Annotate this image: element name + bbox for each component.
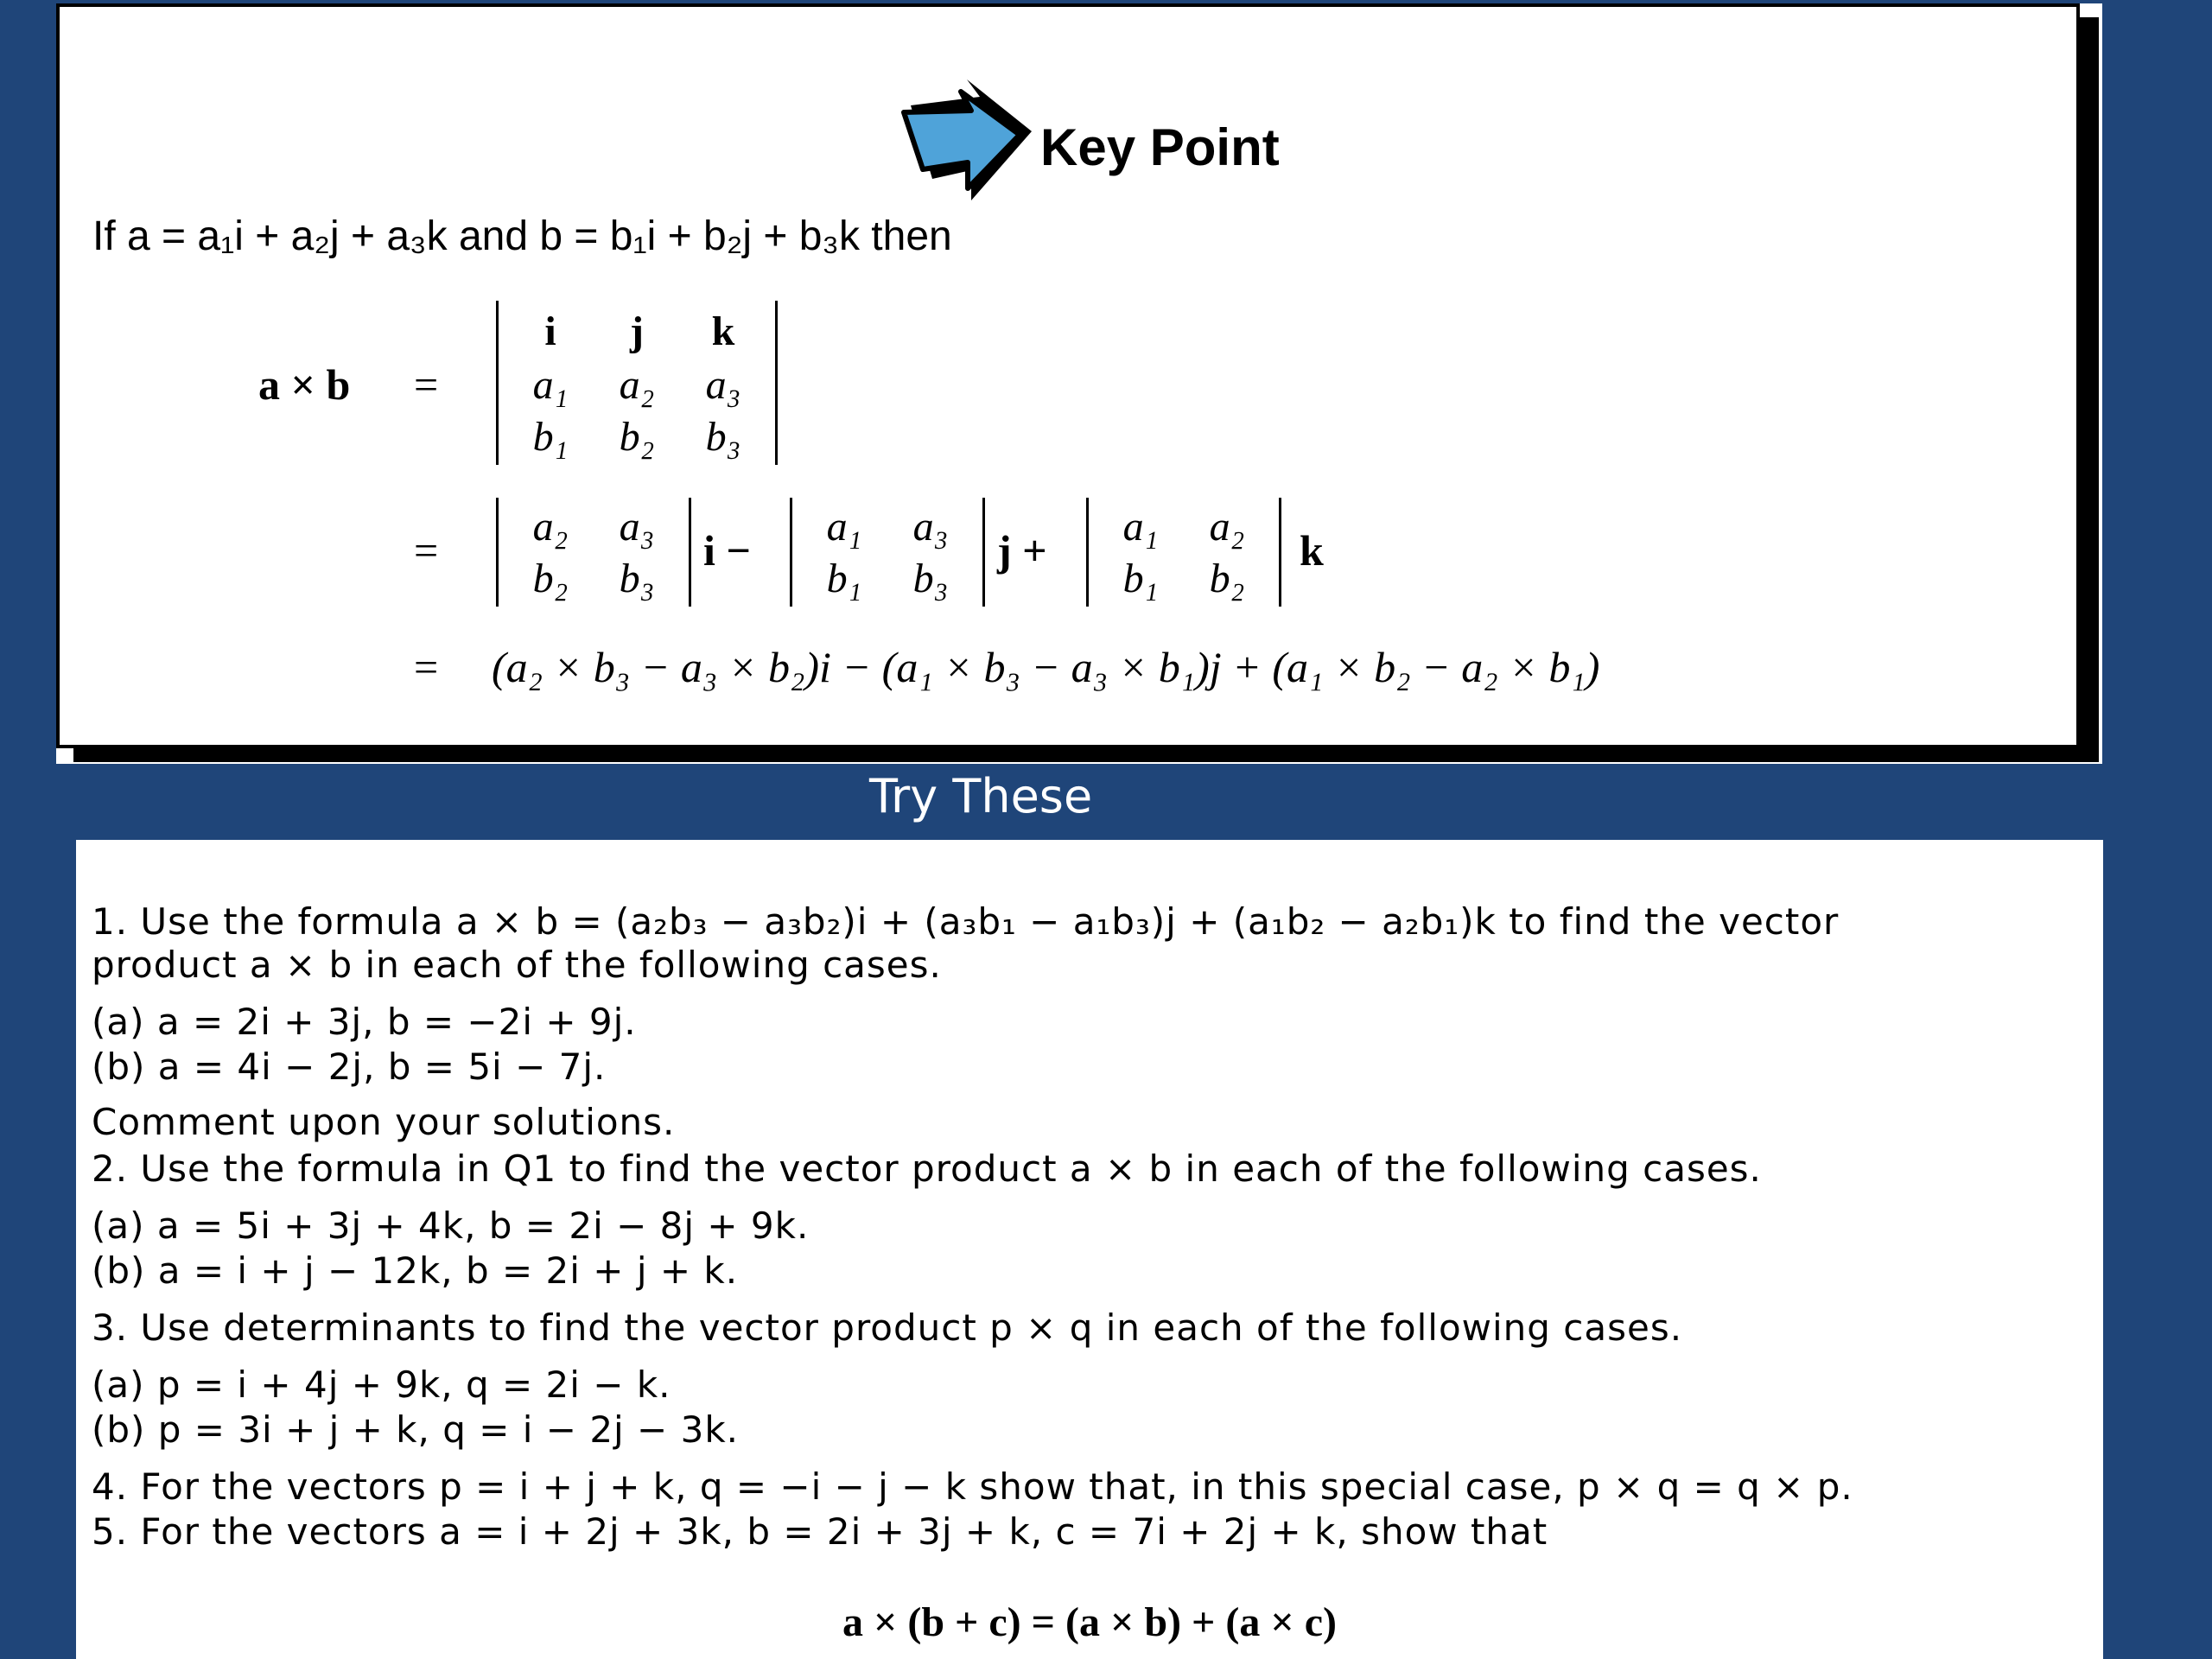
det-cell: a₃ (705, 362, 741, 408)
det-cell: b₂ (532, 556, 569, 601)
det-cell: a₁ (1122, 504, 1159, 550)
term-k: k (1300, 526, 1324, 575)
det-cell: i (544, 308, 556, 354)
det-cell: b₂ (619, 414, 655, 460)
determinant-k (1086, 498, 1281, 607)
exercise-line: Comment upon your solutions. (92, 1101, 676, 1143)
det-cell: b₃ (705, 414, 741, 460)
det-cell: a₁ (826, 504, 862, 550)
exercise-line: 5. For the vectors a = i + 2j + 3k, b = 2i + 3j + k, c = 7i + 2j + k, show that (92, 1510, 1548, 1553)
exercise-line: 3. Use determinants to find the vector product p × q in each of the following cases. (92, 1306, 1683, 1349)
det-cell: a₂ (1209, 504, 1245, 550)
det-cell: j (630, 308, 644, 354)
exercises-panel (76, 840, 2103, 1659)
equals-sign: = (414, 526, 439, 575)
determinant-i (496, 498, 691, 607)
exercise-line: (b) a = i + j − 12k, b = 2i + j + k. (92, 1249, 739, 1292)
equals-sign: = (414, 360, 439, 409)
determinant-j (790, 498, 985, 607)
det-cell: b₁ (826, 556, 862, 601)
det-cell: b₁ (532, 414, 569, 460)
det-cell: a₂ (619, 362, 655, 408)
box-shadow-right (2080, 17, 2099, 752)
exercise-line: (a) p = i + 4j + 9k, q = 2i − k. (92, 1363, 671, 1406)
det-cell: a₃ (912, 504, 949, 550)
det-cell: b₁ (1122, 556, 1159, 601)
key-point-title: Key Point (1040, 118, 1280, 176)
final-equation: a × (b + c) = (a × b) + (a × c) (842, 1599, 1337, 1645)
exercise-line: 1. Use the formula a × b = (a₂b₃ − a₃b₂)i + (a₃b₁ − a₁b₃)j + (a₁b₂ − a₂b₁)k to find the vector (92, 900, 1840, 943)
det-cell: k (711, 308, 735, 354)
key-point-intro: If a = a₁i + a₂j + a₃k and b = b₁i + b₂j + b₃k then (92, 213, 952, 259)
det-cell: b₃ (619, 556, 655, 601)
cross-product-lhs: a × b (258, 360, 351, 409)
exercise-line: (a) a = 2i + 3j, b = −2i + 9j. (92, 1001, 637, 1043)
det-cell: a₂ (532, 504, 569, 550)
exercise-line: (b) a = 4i − 2j, b = 5i − 7j. (92, 1046, 607, 1088)
exercise-line: 2. Use the formula in Q1 to find the vector product a × b in each of the following cases. (92, 1147, 1762, 1190)
equals-sign: = (414, 643, 439, 691)
term-j-plus: j + (997, 526, 1047, 575)
det-cell: a₁ (532, 362, 569, 408)
exercise-line: (b) p = 3i + j + k, q = i − 2j − 3k. (92, 1408, 739, 1451)
key-point-box (56, 3, 2080, 748)
exercise-line: 4. For the vectors p = i + j + k, q = −i − j − k show that, in this special case, p × q = q × p. (92, 1465, 1853, 1508)
term-i-minus: i − (703, 526, 751, 575)
expanded-formula: (a₂ × b₃ − a₃ × b₂)i − (a₁ × b₃ − a₃ × b₁)j + (a₁ × b₂ − a₂ × b₁) (492, 643, 1600, 691)
exercise-line: product a × b in each of the following cases. (92, 944, 942, 986)
det-cell: b₃ (912, 556, 949, 601)
determinant-3x3 (496, 301, 778, 465)
arrow-icon (850, 79, 1040, 200)
exercise-line: (a) a = 5i + 3j + 4k, b = 2i − 8j + 9k. (92, 1205, 810, 1247)
det-cell: b₂ (1209, 556, 1245, 601)
try-these-title: Try These (869, 769, 1093, 823)
det-cell: a₃ (619, 504, 655, 550)
box-shadow-bottom (73, 748, 2099, 762)
key-point-panel (56, 3, 2102, 764)
